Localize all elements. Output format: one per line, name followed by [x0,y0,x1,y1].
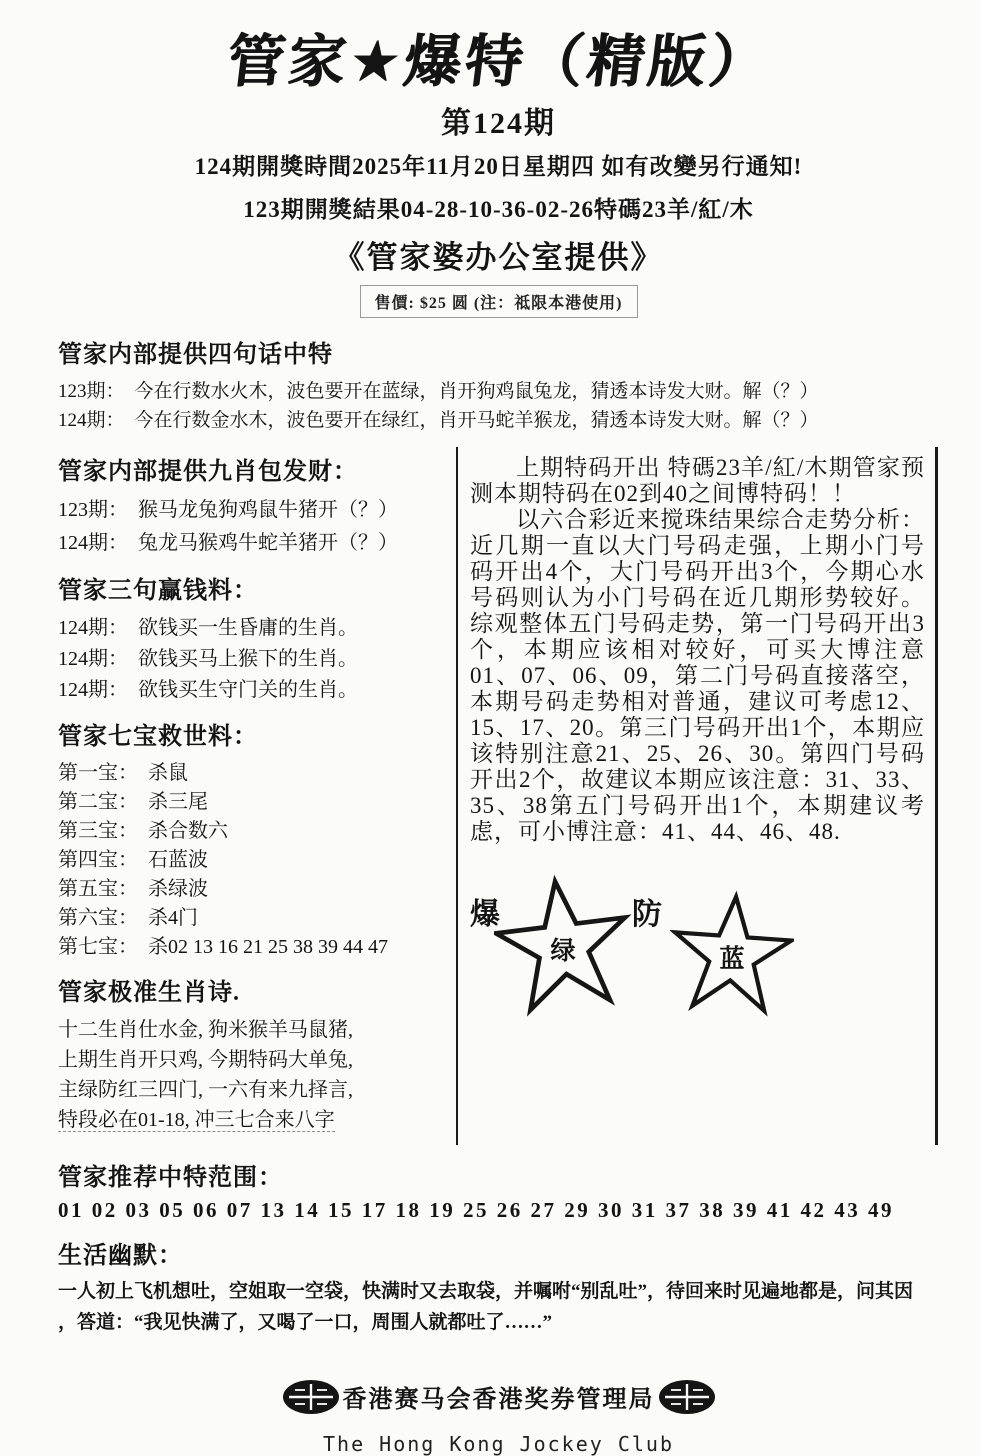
poem-line: 主绿防红三四门, 一六有来九择言, [58,1078,353,1101]
organization-name-cn: 香港赛马会香港奖券管理局 [342,1387,655,1414]
footer [58,1378,939,1456]
section-humor [58,1235,939,1338]
analysis-paragraph: 以六合彩近来搅珠结果综合走势分析：近几期一直以大门号码走强，上期小门号码开出4个，大门号码开出3个，今期心水号码则认为小门号码在近几期形势较好。综观整体五门号码走势，第一门号码开出3个，本期应该相对较好，可买大博注意01、07、06、09，第二门号码直接落空，本期号码走势相对普通，建议可考虑12、15、17、20。第三门号码开出1个，本期应该特别注意21、25、26、30。第四门号码开出2个，故建议本期应该注意：31、33、35、38第五门号码开出1个，本期建议考虑，可小博注意：41、44、46、48. [470,506,925,844]
green-star-label: 绿 [550,937,576,965]
issue-label: 124期： [58,647,128,670]
blue-star [670,887,794,1023]
treasure-label: 第七宝： [58,935,138,958]
treasure-label: 第一宝： [58,761,138,784]
tip-text: 今在行数金水木，波色要开在绿红，肖开马蛇羊猴龙，猜透本诗发大财。解（？） [134,409,819,431]
stars-row [470,871,925,1031]
treasure-text: 杀02 13 16 21 25 38 39 44 47 [148,935,388,958]
treasure-text: 杀合数六 [148,819,228,842]
tip-row [58,613,456,644]
section-heading: 管家内部提供九肖包发财： [58,458,358,485]
treasure-row [58,904,456,933]
section-nine-zodiac [58,451,456,560]
trend-analysis [470,455,925,845]
price-note: 售價: $25 圆 (注：祗限本港使用) [360,285,638,318]
treasure-text: 杀鼠 [148,761,188,784]
treasure-label: 第五宝： [58,877,138,900]
tip-row [58,494,456,527]
tip-row [58,377,939,406]
treasure-label: 第六宝： [58,906,138,929]
section-three-money [58,570,456,706]
poem-line: 上期生肖开只鸡, 今期特码大单兔, [58,1048,353,1071]
treasure-label: 第二宝： [58,790,138,813]
treasure-text: 杀4门 [148,906,198,929]
poem-line: 十二生肖仕水金, 狗米猴羊马鼠猪, [58,1018,353,1041]
analysis-paragraph: 上期特码开出 特碼23羊/紅/木期管家预测本期特码在02到40之间博特码！！ [470,454,925,506]
recommended-numbers: 01 02 03 05 06 07 13 14 15 17 18 19 25 26 27 29 30 31 37 38 39 41 42 43 49 [58,1197,894,1222]
page-title: 管家★爆特（精版） [222,29,775,95]
issue-label: 124期： [58,616,128,639]
tip-text: 兔龙马猴鸡牛蛇羊猪开（？） [138,531,398,554]
section-heading: 管家三句赢钱料： [58,577,258,604]
blue-star-label: 蓝 [719,946,745,974]
section-heading: 管家推荐中特范围： [58,1164,283,1191]
section-heading: 生活幽默： [58,1242,183,1269]
section-seven-treasures [58,716,456,962]
draw-schedule-line: 124期開獎時間2025年11月20日星期四 如有改變另行通知! [194,153,803,179]
section-four-sentences [58,334,939,435]
tip-text: 今在行数水火木，波色要开在蓝绿，肖开狗鸡鼠兔龙，猜透本诗发大财。解（？） [134,380,819,402]
burst-label: 爆 [470,897,500,931]
section-heading: 管家极准生肖诗. [58,979,240,1006]
issue-label: 123期： [58,498,128,521]
tip-text: 欲钱买马上猴下的生肖。 [138,647,358,670]
left-column [58,441,456,1145]
treasure-label: 第三宝： [58,819,138,842]
tip-text: 猴马龙兔狗鸡鼠牛猪开（？） [138,498,398,521]
issue-label: 124期： [58,678,128,701]
tip-text: 欲钱买生守门关的生肖。 [138,678,358,701]
treasure-row [58,933,456,962]
poem-line-text: 特段必在01-18, 冲三七合来八字 [58,1108,335,1131]
guard-label: 防 [632,897,662,931]
issue-number: 第124期 [441,106,556,140]
section-heading: 管家七宝救世料： [58,723,258,750]
right-column-analysis-box [456,447,938,1145]
header [58,30,939,324]
jockey-club-emblem-icon [281,1378,341,1416]
treasure-text: 杀绿波 [148,877,208,900]
section-zodiac-poem [58,972,456,1135]
joke-line: ，答道：“我见快满了，又喝了一口，周围人就都吐了……” [58,1311,553,1333]
treasure-text: 杀三尾 [148,790,208,813]
treasure-row [58,817,456,846]
tip-text: 欲钱买一生昏庸的生肖。 [138,616,358,639]
tip-row [58,527,456,560]
poem-line [58,1105,456,1135]
treasure-text: 石蓝波 [148,848,208,871]
treasure-label: 第四宝： [58,848,138,871]
issue-label: 124期： [58,409,125,431]
section-recommend-range [58,1157,939,1223]
tip-row [58,406,939,435]
main-columns [58,441,939,1145]
joke-line: 一人初上飞机想吐，空姐取一空袋，快满时又去取袋，并嘱咐“别乱吐”，待回来时见遍地都是，问其因 [58,1280,914,1302]
jockey-club-emblem-icon [657,1378,717,1416]
green-star [494,871,632,1021]
tip-row [58,675,456,706]
organization-row [58,1378,939,1416]
issue-label: 124期： [58,531,128,554]
provider-line: 《管家婆办公室提供》 [333,239,664,275]
treasure-row [58,846,456,875]
organization-name-en: The Hong Kong Jockey Club [322,1431,675,1456]
section-heading: 管家内部提供四句话中特 [58,341,333,368]
treasure-row [58,875,456,904]
treasure-row [58,759,456,788]
issue-label: 123期： [58,380,125,402]
previous-result-line: 123期開獎結果04-28-10-36-02-26特碼23羊/紅/木 [243,196,754,222]
tip-row [58,644,456,675]
treasure-row [58,788,456,817]
